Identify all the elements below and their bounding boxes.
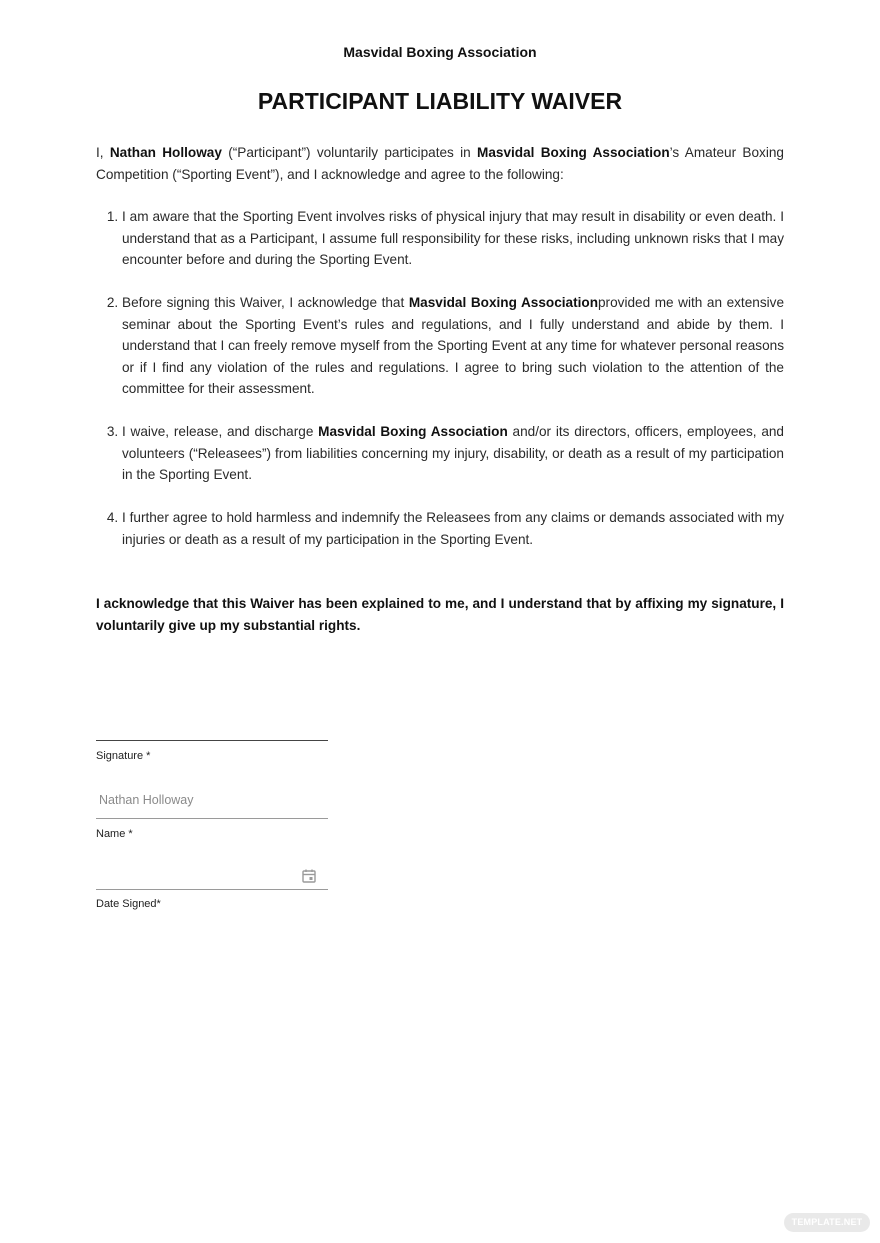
clause-text: I am aware that the Sporting Event involves risks of physical injury that may result in disability or even death. I understand that as a Participant, I assume full responsibility for these risks, including unknown risks that I may encounter before and during the Sporting Event. bbox=[122, 209, 784, 267]
clause-list bbox=[96, 206, 784, 550]
calendar-icon[interactable] bbox=[301, 868, 317, 884]
clause-item bbox=[122, 206, 784, 271]
clause-text: I waive, release, and discharge bbox=[122, 424, 319, 439]
waiver-body bbox=[96, 142, 784, 636]
clause-item bbox=[122, 292, 784, 400]
clause-text: provided me with an extensive seminar about the Sporting Event’s rules and regulations, and I fully understand and abide by them. I understand that I can freely remove myself from the Sporting Event at any time for whatever personal reasons or if I find any violation of the rules and regulations. I agree to bring such violation to the attention of the committee for their assessment. bbox=[122, 295, 784, 396]
intro-text: (“Participant”) voluntarily participates in bbox=[221, 145, 478, 160]
date-label: Date Signed* bbox=[96, 898, 161, 910]
clause-text: and/or its directors, officers, employees, and volunteers (“Releasees”) from liabilities concerning my injury, disability, or death as a result of my participation in the Sporting Event. bbox=[122, 424, 784, 482]
clause-text: I further agree to hold harmless and indemnify the Releasees from any claims or demands associated with my injuries or death as a result of my participation in the Sporting Event. bbox=[122, 510, 784, 547]
intro-paragraph bbox=[96, 142, 784, 185]
name-field-underline bbox=[96, 818, 328, 819]
signature-label: Signature * bbox=[96, 750, 151, 762]
date-field-underline[interactable] bbox=[96, 889, 328, 890]
organization-name: Masvidal Boxing Association bbox=[318, 424, 508, 439]
organization-header: Masvidal Boxing Association bbox=[343, 44, 537, 60]
clause-item bbox=[122, 507, 784, 550]
name-input[interactable]: Nathan Holloway bbox=[99, 793, 194, 807]
intro-text: I, bbox=[96, 145, 110, 160]
clause-item bbox=[122, 421, 784, 486]
organization-name: Masvidal Boxing Association bbox=[408, 295, 598, 310]
participant-name: Nathan Holloway bbox=[109, 145, 222, 160]
watermark-badge: TEMPLATE.NET bbox=[784, 1213, 870, 1232]
acknowledgement-text: I acknowledge that this Waiver has been explained to me, and I understand that by affixing my signature, I voluntarily give up my substantial rights. bbox=[96, 596, 784, 633]
name-label: Name * bbox=[96, 828, 133, 840]
intro-text: ’s Amateur Boxing Competition (“Sporting Event”), and I acknowledge and agree to the following: bbox=[96, 145, 784, 182]
page-title: PARTICIPANT LIABILITY WAIVER bbox=[257, 88, 623, 114]
signature-line[interactable] bbox=[96, 740, 328, 741]
organization-name: Masvidal Boxing Association bbox=[477, 145, 670, 160]
clause-text: Before signing this Waiver, I acknowledge that bbox=[122, 295, 409, 310]
